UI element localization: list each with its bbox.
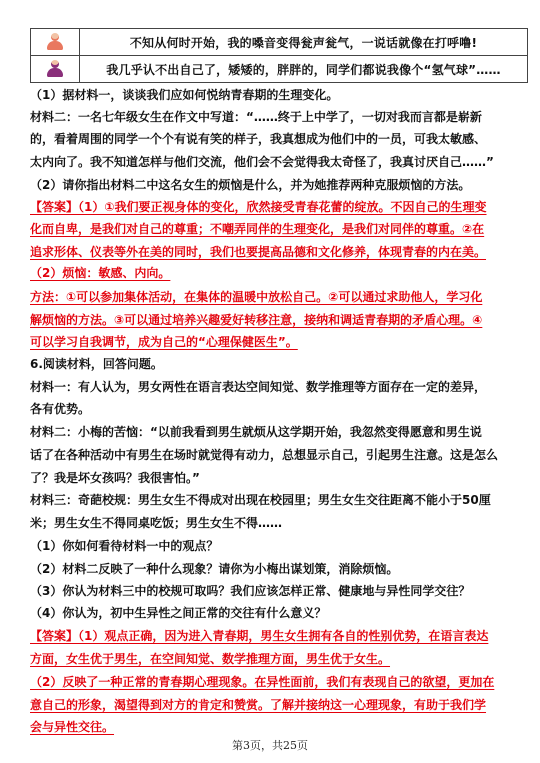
answer-line: 【答案】（1）观点正确，因为进入青春期，男生女生拥有各自的性别优势，在语言表达 <box>30 629 489 643</box>
text-line: （4）你认为，初中生异性之间正常的交往有什么意义？ <box>30 606 327 620</box>
text-line: 话了在各种活动中有男生在场时就觉得有动力，总想显示自己，引起男生注意。这是怎么 <box>30 448 499 462</box>
text-line: 材料一：有人认为，男女两性在语言表达空间知觉、数学推理等方面存在一定的差异， <box>30 380 487 394</box>
girl-avatar-icon <box>46 33 64 51</box>
text-line: 材料二：小梅的苦恼：“以前我看到男生就烦从这学期开始，我忽然变得愿意和男生说 <box>30 425 482 439</box>
text-line: （3）你认为材料三中的校规可取吗？我们应该怎样正常、健康地与异性同学交往？ <box>30 584 471 598</box>
text-line: 6.阅读材料，回答问题。 <box>30 357 163 371</box>
answer-line: 方法：①可以参加集体活动，在集体的温暖中放松自己。②可以通过求助他人，学习化 <box>30 290 483 304</box>
text-line: 材料三：奇葩校规：男生女生不得成对出现在校园里；男生女生交往距离不能小于50厘 <box>30 493 491 507</box>
avatar-cell <box>31 29 80 56</box>
answer-line: 可以学习自我调节，成为自己的“心理保健医生”。 <box>30 335 298 349</box>
table-row-text: 我几乎认不出自己了，矮矮的，胖胖的，同学们都说我像个“氢气球”…… <box>80 56 528 83</box>
text-line: 材料二：一名七年级女生在作文中写道：“……终于上中学了，一切对我而言都是崭新 <box>30 110 482 124</box>
answer-line: （2）烦恼：敏感、内向。 <box>30 266 171 280</box>
answer-line: 意自己的形象，渴望得到对方的肯定和赞赏。了解并接纳这一心理现象，有助于我们学 <box>30 698 487 712</box>
text-line: （2）请你指出材料二中这名女生的烦恼是什么，并为她推荐两种克服烦恼的方法。 <box>30 178 471 192</box>
text-line: （2）材料二反映了一种什么现象？请你为小梅出谋划策，消除烦恼。 <box>30 562 399 576</box>
answer-line: 【答案】（1）①我们要正视身体的变化，欣然接受青春花蕾的绽放。不因自己的生理变 <box>30 200 487 214</box>
table-row-text: 不知从何时开始，我的嗓音变得瓮声瓮气，一说话就像在打呼噜! <box>80 29 528 56</box>
text-line: （1）据材料一，谈谈我们应如何悦纳青春期的生理变化。 <box>30 88 339 102</box>
text-line: 各有优势。 <box>30 402 91 416</box>
text-line: （1）你如何看待材料一中的观点？ <box>30 539 219 553</box>
girl-avatar-icon <box>46 60 64 78</box>
avatar-cell <box>31 56 80 83</box>
text-line: 的，看着周围的同学一个个有说有笑的样子，我真想成为他们中的一员，可我太敏感、 <box>30 132 487 146</box>
answer-line: 会与异性交往。 <box>30 720 115 734</box>
answer-line: 化而自卑，是我们对自己的尊重；不嘲弄同伴的生理变化，是我们对同伴的尊重。②在 <box>30 222 485 236</box>
answer-line: 解烦恼的方法。③可以通过培养兴趣爱好转移注意，接纳和调适青春期的矛盾心理。④ <box>30 313 483 327</box>
text-line: 米；男生女生不得同桌吃饭；男生女生不得…… <box>30 516 283 530</box>
page-footer: 第3页，共25页 <box>232 739 308 752</box>
answer-line: 追求形体、仪表等外在美的同时，我们也要提高品德和文化修养，体现青春的内在美。 <box>30 245 487 259</box>
table-row <box>31 29 528 56</box>
answer-line: （2）反映了一种正常的青春期心理现象。在异性面前，我们有表现自己的欲望，更加在 <box>30 675 495 689</box>
material-table <box>30 28 528 83</box>
table-row <box>31 56 528 83</box>
answer-line: 方面，女生优于男生，在空间知觉、数学推理方面，男生优于女生。 <box>30 652 391 666</box>
text-line: 太内向了。我不知道怎样与他们交流，他们会不会觉得我太奇怪了，我真讨厌自己……” <box>30 155 494 169</box>
text-line: 了？我是坏女孩吗？我很害怕。” <box>30 471 200 485</box>
